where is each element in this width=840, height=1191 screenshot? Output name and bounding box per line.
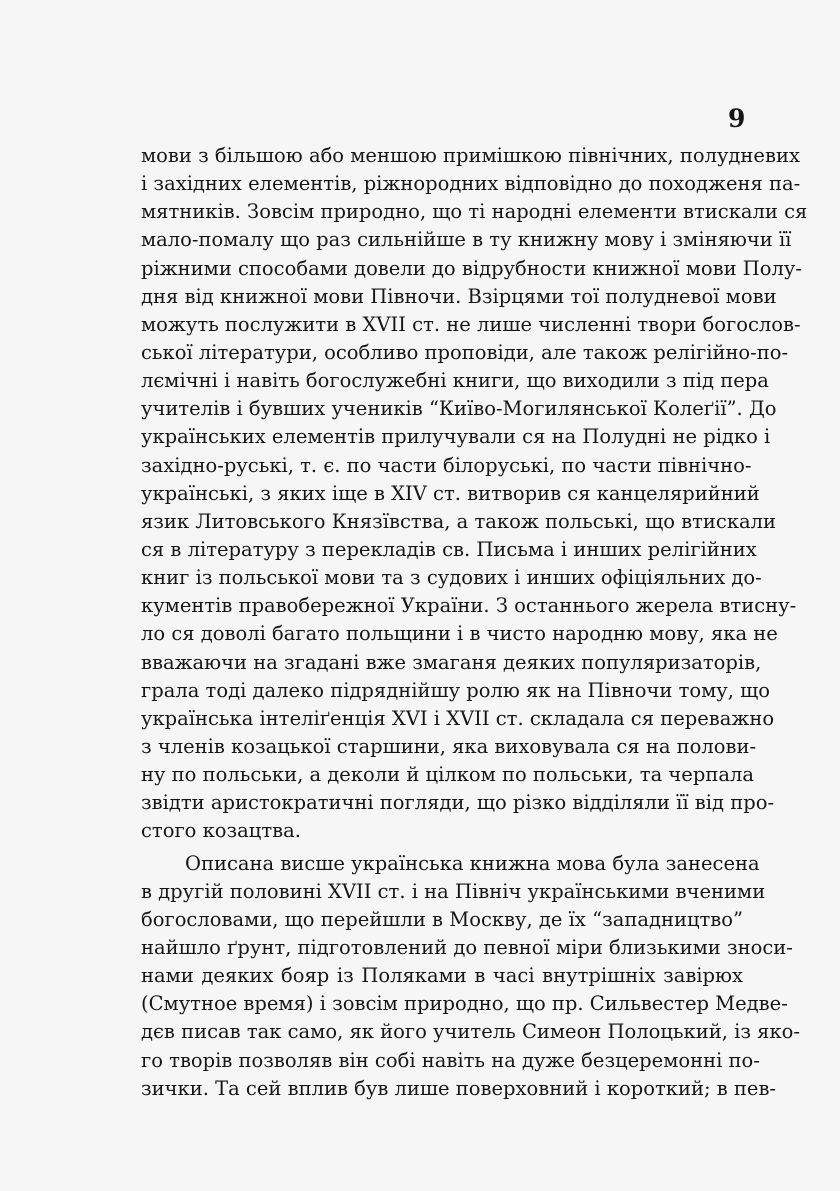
text-line: лємічні і навіть богослужебні книги, що виходили з під пера (141, 369, 769, 393)
text-line: ну по польськи, а деколи й цілком по польськи, та черпала (141, 763, 754, 787)
text-line: українська інтеліґенція XVI і XVII ст. складала ся переважно (141, 706, 775, 730)
text-line: вважаючи на згадані вже змаганя деяких популяризаторів, (141, 650, 762, 674)
text-line: книг із польської мови та з судових і инших офіціяльних до- (141, 566, 762, 590)
text-line: ло ся доволі багато польщини і в чисто народню мову, яка не (141, 622, 778, 646)
text-line: українські, з яких іще в XIV ст. витворив ся канцелярийний (141, 481, 760, 505)
text-line: кументів правобережної України. З останнього жерела втисну- (141, 594, 797, 618)
text-line: стого козацтва. (141, 819, 301, 843)
text-line: нами деяких бояр із Поляками в часі внутрішніх завірюх (141, 964, 743, 988)
text-line: ріжними способами довели до відрубности книжної мови Полу- (141, 256, 802, 280)
text-line: з членів козацької старшини, яка виховувала ся на полови- (141, 734, 757, 758)
text-line: дня від книжної мови Півночи. Взірцями тої полудневої мови (141, 284, 777, 308)
text-line: грала тоді далеко підряднійшу ролю як на Півночи тому, що (141, 678, 771, 702)
text-line: ської літератури, особливо проповіди, але також релігійно-по- (141, 340, 789, 364)
text-line: учителів і бувших учеників “Київо-Могилянської Колеґії”. До (141, 397, 777, 421)
text-line: ся в літературу з перекладів св. Письма і инших релігійних (141, 537, 757, 561)
text-line: Описана висше українська книжна мова була занесена (185, 851, 760, 875)
paragraph (141, 142, 808, 846)
text-line: мови з більшою або меншою примішкою північних, полудневих (141, 144, 800, 167)
text-line: мало-помалу що раз сильнійше в ту книжну мову і зміняючи її (141, 228, 792, 252)
text-line: го творів позволяв він собі навіть на дуже безцеремонні по- (141, 1048, 760, 1072)
text-line: і західних елементів, ріжнородних відповідно до походженя па- (141, 172, 801, 196)
text-line: мятників. Зовсім природно, що ті народні елементи втискали ся (141, 200, 808, 224)
paragraph (141, 850, 801, 1103)
page-number: 9 (728, 104, 746, 133)
text-line: можуть послужити в XVII ст. не лише численні твори богослов- (141, 312, 801, 336)
text-line: зички. Та сей вплив був лише поверховний і короткий; в пев- (141, 1076, 777, 1100)
text-line: богословами, що перейшли в Москву, де їх “западництво” (141, 907, 743, 931)
text-line: західно-руські, т. є. по части білоруські, по части північно- (141, 453, 752, 477)
text-line: українських елементів прилучували ся на Полудні не рідко і (141, 425, 771, 449)
text-line: язик Литовського Князївства, а також польські, що втискали (141, 509, 777, 533)
text-line: в другій половині XVII ст. і на Північ українськими вченими (141, 879, 766, 903)
text-line: дєв писав так само, як його учитель Симеон Полоцький, із яко- (141, 1020, 801, 1044)
body-text (141, 142, 808, 1103)
text-line: звідти аристократичні погляди, що різко відділяли її від про- (141, 791, 775, 815)
text-line: (Смутное время) і зовсім природно, що пр. Сильвестер Медве- (141, 992, 788, 1016)
text-line: найшло ґрунт, підготовлений до певної міри близькими зноси- (141, 935, 793, 959)
